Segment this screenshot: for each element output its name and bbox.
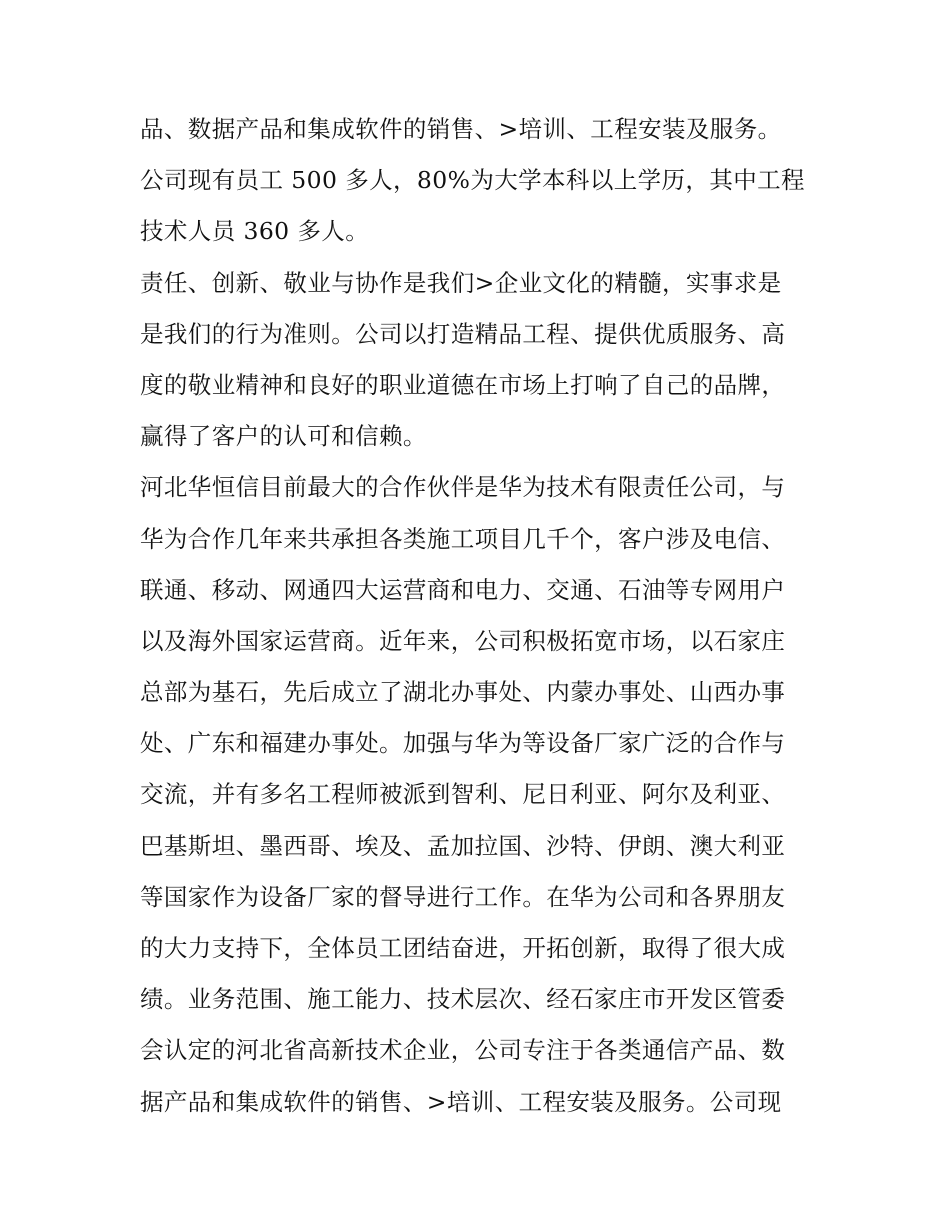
text-line: 公司现有员工 500 多人，80%为大学本科以上学历，其中工程 [140, 166, 805, 195]
text-line: 责任、创新、敬业与协作是我们>企业文化的精髓，实事求是 [140, 268, 782, 297]
text-line: 度的敬业精神和良好的职业道德在市场上打响了自己的品牌， [140, 370, 786, 399]
text-line: 会认定的河北省高新技术企业，公司专注于各类通信产品、数 [140, 1036, 786, 1065]
text-line: 联通、移动、网通四大运营商和电力、交通、石油等专网用户 [140, 575, 786, 604]
text-line: 交流，并有多名工程师被派到智利、尼日利亚、阿尔及利亚、 [140, 780, 786, 809]
text-line: 品、数据产品和集成软件的销售、>培训、工程安装及服务。 [140, 115, 782, 143]
text-line: 据产品和集成软件的销售、>培训、工程安装及服务。公司现 [140, 1087, 782, 1116]
text-line: 的大力支持下，全体员工团结奋进，开拓创新，取得了很大成 [140, 934, 786, 962]
body-text [140, 104, 820, 1128]
text-line: 绩。业务范围、施工能力、技术层次、经石家庄市开发区管委 [140, 985, 786, 1014]
text-line: 总部为基石，先后成立了湖北办事处、内蒙办事处、山西办事 [140, 678, 786, 707]
text-line: 等国家作为设备厂家的督导进行工作。在华为公司和各界朋友 [140, 882, 786, 911]
text-line: 以及海外国家运营商。近年来，公司积极拓宽市场，以石家庄 [140, 626, 786, 655]
text-line: 是我们的行为准则。公司以打造精品工程、提供优质服务、高 [140, 319, 786, 348]
text-line: 河北华恒信目前最大的合作伙伴是华为技术有限责任公司，与 [140, 473, 786, 502]
text-line: 处、广东和福建办事处。加强与华为等设备厂家广泛的合作与 [140, 729, 786, 758]
text-line: 华为合作几年来共承担各类施工项目几千个，客户涉及电信、 [140, 524, 786, 553]
text-line: 赢得了客户的认可和信赖。 [140, 422, 427, 451]
text-line: 巴基斯坦、墨西哥、埃及、孟加拉国、沙特、伊朗、澳大利亚 [140, 831, 786, 860]
text-line: 技术人员 360 多人。 [140, 217, 370, 246]
